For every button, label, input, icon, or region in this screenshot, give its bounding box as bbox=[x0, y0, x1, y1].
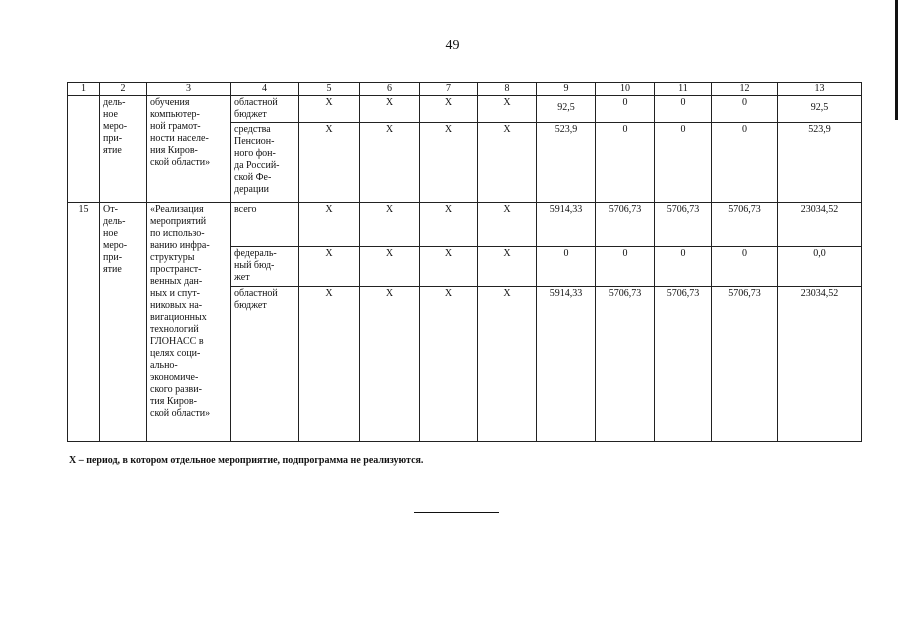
header-cell: 13 bbox=[778, 83, 862, 96]
period-x-cell: X bbox=[360, 203, 420, 247]
table-row bbox=[68, 203, 862, 247]
funding-source-cell: областной бюджет bbox=[231, 96, 299, 123]
header-cell: 11 bbox=[655, 83, 712, 96]
value-cell: 5706,73 bbox=[655, 287, 712, 442]
value-cell: 5914,33 bbox=[537, 287, 596, 442]
value-cell: 92,5 bbox=[537, 96, 596, 123]
header-cell: 5 bbox=[299, 83, 360, 96]
value-cell: 0 bbox=[712, 123, 778, 203]
value-cell: 0 bbox=[655, 123, 712, 203]
period-x-cell: X bbox=[478, 203, 537, 247]
period-x-cell: X bbox=[420, 123, 478, 203]
period-x-cell: X bbox=[360, 123, 420, 203]
period-x-cell: X bbox=[478, 123, 537, 203]
event-type-cell: дель- ное меро- при- ятие bbox=[100, 96, 147, 203]
header-cell: 4 bbox=[231, 83, 299, 96]
value-cell: 0 bbox=[712, 247, 778, 287]
value-cell: 5706,73 bbox=[712, 287, 778, 442]
total-cell: 23034,52 bbox=[778, 203, 862, 247]
period-x-cell: X bbox=[420, 96, 478, 123]
header-cell: 12 bbox=[712, 83, 778, 96]
period-x-cell: X bbox=[299, 203, 360, 247]
total-cell: 92,5 bbox=[778, 96, 862, 123]
funding-source-cell: средства Пенсион- ного фон- да Россий- ской Фе- дерации bbox=[231, 123, 299, 203]
period-x-cell: X bbox=[360, 96, 420, 123]
page-number: 49 bbox=[445, 38, 460, 53]
header-cell: 2 bbox=[100, 83, 147, 96]
value-cell: 0 bbox=[596, 123, 655, 203]
total-cell: 0,0 bbox=[778, 247, 862, 287]
period-x-cell: X bbox=[360, 247, 420, 287]
period-x-cell: X bbox=[478, 96, 537, 123]
period-x-cell: X bbox=[420, 287, 478, 442]
period-x-cell: X bbox=[299, 287, 360, 442]
funding-source-cell: всего bbox=[231, 203, 299, 247]
period-x-cell: X bbox=[420, 203, 478, 247]
header-cell: 3 bbox=[147, 83, 231, 96]
period-x-cell: X bbox=[420, 247, 478, 287]
period-x-cell: X bbox=[478, 287, 537, 442]
value-cell: 0 bbox=[537, 247, 596, 287]
period-x-cell: X bbox=[478, 247, 537, 287]
value-cell: 523,9 bbox=[537, 123, 596, 203]
value-cell: 0 bbox=[655, 96, 712, 123]
header-cell: 9 bbox=[537, 83, 596, 96]
row-number-cell: 15 bbox=[68, 203, 100, 442]
value-cell: 0 bbox=[596, 96, 655, 123]
separator-line bbox=[414, 512, 499, 513]
value-cell: 5706,73 bbox=[596, 287, 655, 442]
header-row bbox=[68, 83, 862, 96]
period-x-cell: X bbox=[360, 287, 420, 442]
period-x-cell: X bbox=[299, 123, 360, 203]
value-cell: 5914,33 bbox=[537, 203, 596, 247]
funding-source-cell: областной бюджет bbox=[231, 287, 299, 442]
footnote: X – период, в котором отдельное мероприятие, подпрограмма не реализуются. bbox=[69, 455, 424, 466]
row-number-cell bbox=[68, 96, 100, 203]
header-cell: 8 bbox=[478, 83, 537, 96]
value-cell: 0 bbox=[712, 96, 778, 123]
page-edge-rule bbox=[895, 0, 898, 120]
value-cell: 0 bbox=[655, 247, 712, 287]
funding-source-cell: федераль- ный бюд- жет bbox=[231, 247, 299, 287]
period-x-cell: X bbox=[299, 247, 360, 287]
period-x-cell: X bbox=[299, 96, 360, 123]
value-cell: 5706,73 bbox=[712, 203, 778, 247]
header-cell: 6 bbox=[360, 83, 420, 96]
total-cell: 23034,52 bbox=[778, 287, 862, 442]
header-cell: 1 bbox=[68, 83, 100, 96]
value-cell: 5706,73 bbox=[596, 203, 655, 247]
budget-table bbox=[67, 82, 862, 442]
table-row bbox=[68, 96, 862, 123]
header-cell: 10 bbox=[596, 83, 655, 96]
event-type-cell: От- дель- ное меро- при- ятие bbox=[100, 203, 147, 442]
total-cell: 523,9 bbox=[778, 123, 862, 203]
value-cell: 0 bbox=[596, 247, 655, 287]
event-name-cell: обучения компьютер- ной грамот- ности населе- ния Киров- ской области» bbox=[147, 96, 231, 203]
event-name-cell: «Реализация мероприятий по использо- ванию инфра- структуры пространст- венных дан- ных и спут- никовых на- вигационных технологий ГЛОНАСС в целях соци- ально- экономиче- ского разви- тия Киров- ской области» bbox=[147, 203, 231, 442]
header-cell: 7 bbox=[420, 83, 478, 96]
value-cell: 5706,73 bbox=[655, 203, 712, 247]
